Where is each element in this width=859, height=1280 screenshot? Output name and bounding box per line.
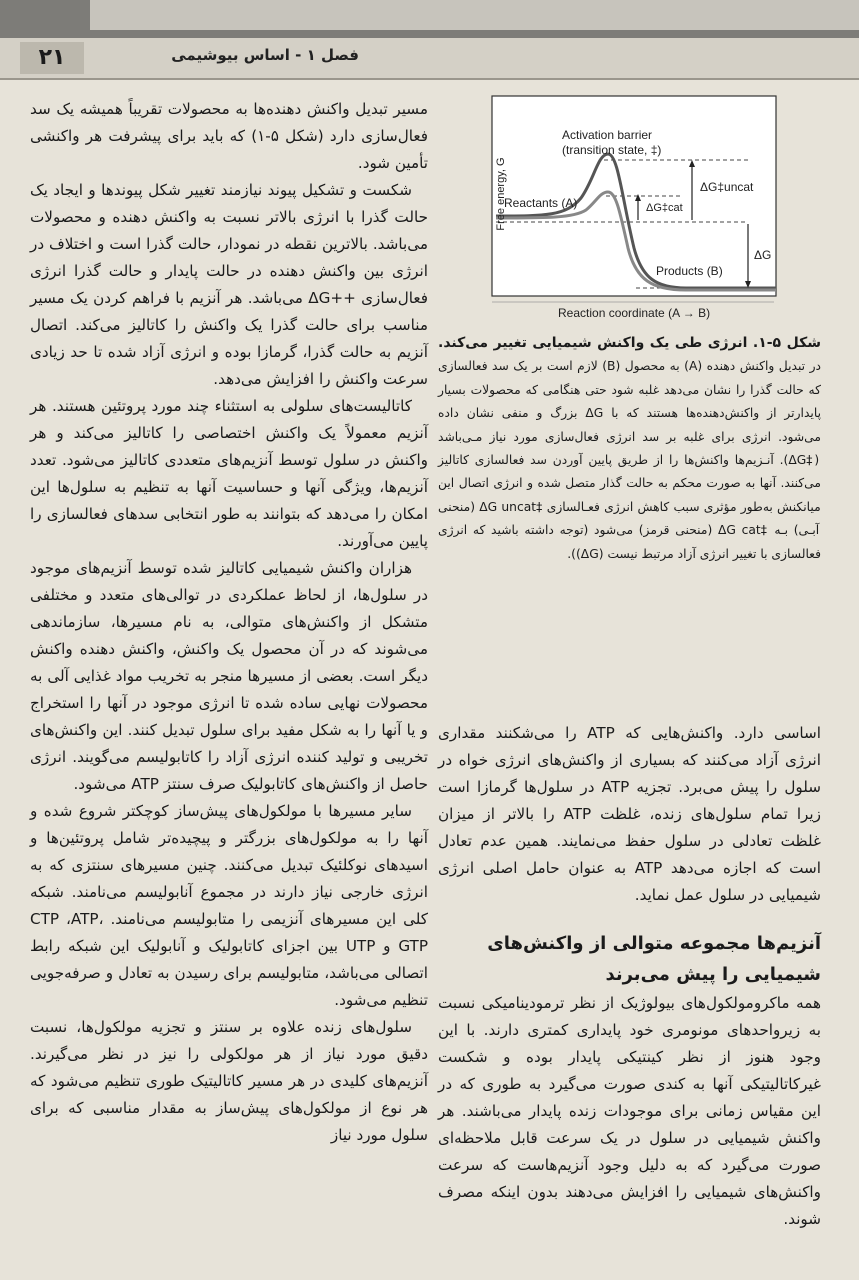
- paragraph: مسیر تبدیل واکنش دهنده‌ها به محصولات تقریباً همیشه یک سد فعال‌سازی دارد (شکل ۵-۱) که باید برای پیشرفت هر واکنشی تأمین شود.: [30, 100, 428, 172]
- reactants-label: Reactants (A): [504, 196, 578, 210]
- paragraph: سایر مسیرها با مولکول‌های پیش‌ساز کوچکتر شروع شده و آنها را به مولکول‌های بزرگتر و پیچیده‌تر شامل پروتئین‌ها و اسیدهای نوکلئیک تبدیل می‌کنند. چنین مسیرهای سنتزی که به انرژی خارجی نیاز دارند در مجموع آنابولیسم می‌نامند. شبکه کلی این مسیرهای آنزیمی را متابولیسم می‌نامند. CTP ،ATP، GTP و UTP بین اجزای کاتابولیک و آنابولیک این شبکه رابط اتصالی می‌باشد، متابولیسم برای رسیدن به تعادل و صرفه‌جویی تنظیم می‌شود.: [30, 802, 428, 1009]
- caption-body: در تبدیل واکنش دهنده (A) به محصول (B) لازم است بر یک سد فعالسازی که حالت گذرا را نشان می‌دهد غلبه شود حتی هنگامی که محصولات بسیار پایدارتر از واکنش‌دهنده‌ها هستند که با ΔG بزرگ و منفی نشان داده می‌شود. انرژی برای غلبه بر سد انرژی فعال‌سازی مورد نیاز مـی‌باشد (‡ΔG). آنـزیم‌ها واکنش‌ها را از طریق پایین آوردن سد فعالسازی کاتالیز می‌کنند. آنها به صورت محکم به حالت گذار متصل شده و انرژی اتصال این میانکنش به‌طور مؤثری سبب کاهش انرژی فعـالسازی ‡ΔG uncat (منحنی آبـی) بـه ‡ΔG cat (منحنی قرمز) می‌شود (توجه داشته باشید که انرژی فعالسازی با تغییر انرژی آزاد مرتبط نیست (ΔG)).: [438, 359, 822, 561]
- paragraph: هزاران واکنش شیمیایی کاتالیز شده توسط آنزیم‌های موجود در سلول‌ها، از لحاظ عملکردی در توالی‌های متعدد و مختلفی متشکل از واکنش‌های متوالی، به نام مسیرها، سازماندهی می‌شوند که در آن محصول یک واکنش، واکنش دهنده واکنش دیگر است. بعضی از مسیرها منجر به تخریب مواد غذایی آلی به محصولات نهایی ساده شده تا انرژی موجود در آنها را استخراج و یا آنها را به شکل مفید برای سلول تبدیل کنند. این واکنش‌های تخریبی و تولید کننده انرژی آزاد را کاتابولیسم می‌گویند. انرژی حاصل از واکنش‌های کاتابولیک صرف سنتز ATP می‌شود.: [30, 559, 428, 793]
- caption-title: شکل ۵-۱. انرژی طی یک واکنش شیمیایی تغییر می‌کند.: [438, 335, 821, 351]
- right-text-column: [438, 720, 821, 909]
- paragraph: شکست و تشکیل پیوند نیازمند تغییر شکل پیوندها و ایجاد یک حالت گذرا با انرژی بالاتر نسبت به واکنش دهنده و محصولات می‌باشد. بالاترین نقطه در نمودار، حالت گذرا است و اختلاف در انرژی بین واکنش دهنده در حالت پایدار و حالت گذرا انرژی فعال‌سازی ++ΔG می‌باشد. هر آنزیم با فراهم کردن یک مسیر مناسب برای حالت گذرا یک واکنش را کاتالیز می‌کند. اتصال آنزیم به حالت گذرا، گرمازا بوده و انرژی آزاد شده تا حد زیادی سرعت واکنش را افزایش می‌دهد.: [30, 181, 428, 388]
- chapter-title: فصل ۱ - اساس بیوشیمی: [171, 46, 359, 64]
- page-number: ۲۱: [20, 42, 84, 74]
- energy-diagram-figure: [486, 88, 822, 320]
- paragraph: همه ماکرومولکول‌های بیولوژیک از نظر ترمودینامیکی نسبت به زیرواحدهای مونومری خود پایداری کمتری دارند. با این وجود هنوز از نظر کینتیکی پایدار بوده و شکست غیرکاتالیتیکی آنها به کندی صورت می‌گیرد به طوری که در این مقیاس زمانی برای موجودات زنده پایدار می‌باشند. هر واکنش شیمیایی در سلول در یک سرعت قابل ملاحظه‌ای صورت می‌گیرد که به دلیل وجود آنزیم‌هاست که سرعت واکنش‌های شیمیایی را افزایش می‌دهند بدون اینکه مصرف شوند.: [438, 994, 821, 1228]
- y-axis-label: Free energy, G: [495, 157, 507, 231]
- left-text-column: [30, 96, 428, 1149]
- paragraph: کاتالیست‌های سلولی به استثناء چند مورد پروتئین هستند. هر آنزیم معمولاً یک واکنش اختصاصی را کاتالیز می‌کند و هر واکنش در سلول توسط آنزیم‌های متعددی کاتالیز می‌شود. تعدد آنزیم‌ها، ویژگی آنها و حساسیت آنها به تنظیم به سلول‌ها این امکان را می‌دهد که بتوانند به طور انتخابی سدهای فعالسازی را پایین می‌آورند.: [30, 397, 428, 550]
- running-header: [0, 38, 859, 80]
- paragraph: سلول‌های زنده علاوه بر سنتز و تجزیه مولکول‌ها، نسبت دقیق مورد نیاز از هر مولکولی را نیز در نظر می‌گیرند. آنزیم‌های کلیدی در هر مسیر کاتالیتیک طوری تنظیم می‌شود که هر نوع از مولکول‌های پیش‌ساز به مقدار مناسبی که برای سلول مورد نیاز: [30, 1018, 428, 1144]
- dg-uncat-label: ΔG‡uncat: [700, 180, 754, 194]
- right-text-column-lower: [438, 990, 821, 1233]
- x-axis-label: Reaction coordinate (A → B): [558, 306, 711, 320]
- figure-caption: [438, 332, 821, 566]
- paragraph: اساسی دارد. واکنش‌هایی که ATP را می‌شکنند مقداری انرژی آزاد می‌کنند که بسیاری از واکنش‌های انرژی خواه در سلول را پیش می‌برد. تجزیه ATP در سلول‌ها گرمازا است زیرا تمام سلول‌های زنده، غلظت ATP را بالاتر از میزان غلظت تعادلی در سلول حفظ می‌نمایند. همین عدم تعادل است که اجازه می‌دهد ATP به عنوان حامل اصلی انرژی شیمیایی در سلول عمل نماید.: [438, 724, 821, 904]
- activation-label-2: (transition state, ‡): [562, 143, 662, 157]
- dg-label: ΔG: [754, 248, 772, 262]
- activation-label-1: Activation barrier: [562, 128, 653, 142]
- products-label: Products (B): [656, 264, 723, 278]
- dg-cat-label: ΔG‡cat: [646, 202, 683, 214]
- section-heading: آنزیم‌ها مجموعه متوالی از واکنش‌های شیمیایی را پیش می‌برند: [487, 933, 821, 985]
- top-shadow-band: [0, 0, 859, 38]
